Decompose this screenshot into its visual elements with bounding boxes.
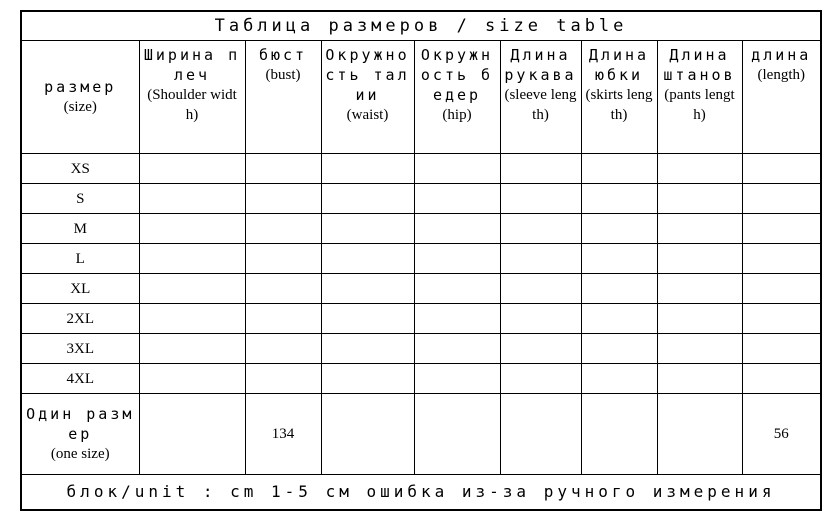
table-cell xyxy=(321,244,414,274)
column-header-en: (length) xyxy=(757,67,805,83)
table-cell xyxy=(414,274,500,304)
table-cell xyxy=(657,274,742,304)
size-label: S xyxy=(22,184,139,214)
table-cell xyxy=(245,334,321,364)
table-cell xyxy=(581,364,657,394)
size-label: M xyxy=(22,214,139,244)
table-cell xyxy=(581,334,657,364)
table-cell xyxy=(245,364,321,394)
column-header-en: (waist) xyxy=(346,107,389,123)
size-table xyxy=(20,10,822,511)
size-label: XL xyxy=(22,274,139,304)
column-header-ru: длина xyxy=(751,46,812,64)
table-cell xyxy=(742,244,820,274)
table-cell xyxy=(657,304,742,334)
size-label: 2XL xyxy=(22,304,139,334)
table-row xyxy=(22,364,820,394)
table-row xyxy=(22,154,820,184)
table-cell xyxy=(581,244,657,274)
column-header xyxy=(657,41,742,154)
one-size-value xyxy=(414,394,500,475)
table-cell xyxy=(657,214,742,244)
column-header-ru: Длина рукава xyxy=(504,46,577,84)
table-cell xyxy=(742,214,820,244)
table-cell xyxy=(657,334,742,364)
table-row xyxy=(22,274,820,304)
table-cell xyxy=(581,184,657,214)
size-label: 4XL xyxy=(22,364,139,394)
table-cell xyxy=(500,244,581,274)
table-cell xyxy=(245,244,321,274)
column-header-en: (sleeve length) xyxy=(504,87,577,123)
table-cell xyxy=(139,304,245,334)
one-size-label-en: (one size) xyxy=(50,446,110,462)
table-cell xyxy=(321,154,414,184)
table-cell xyxy=(742,274,820,304)
table-cell xyxy=(500,334,581,364)
table-cell xyxy=(500,214,581,244)
column-header-ru: Длина штанов xyxy=(663,46,736,84)
table-row xyxy=(22,334,820,364)
table-row xyxy=(22,304,820,334)
table-cell xyxy=(500,364,581,394)
table-cell xyxy=(500,154,581,184)
one-size-value xyxy=(500,394,581,475)
column-header xyxy=(22,41,139,154)
table-cell xyxy=(321,334,414,364)
table-cell xyxy=(657,244,742,274)
table-cell xyxy=(245,184,321,214)
table-cell xyxy=(414,244,500,274)
column-header-ru: Ширина плеч xyxy=(143,46,241,84)
table-cell xyxy=(742,154,820,184)
table-cell xyxy=(581,214,657,244)
column-header xyxy=(500,41,581,154)
column-header xyxy=(321,41,414,154)
one-size-label xyxy=(22,394,139,475)
one-size-value xyxy=(139,394,245,475)
table-cell xyxy=(742,364,820,394)
table-footer-note: блок/unit : cm 1-5 см ошибка из-за ручного измерения xyxy=(22,475,820,510)
table-cell xyxy=(139,154,245,184)
column-header-en: (hip) xyxy=(442,107,472,123)
table-cell xyxy=(500,274,581,304)
table-cell xyxy=(321,214,414,244)
table-cell xyxy=(742,184,820,214)
table-row-one-size xyxy=(22,394,820,475)
table-cell xyxy=(500,184,581,214)
table-cell xyxy=(139,334,245,364)
table-cell xyxy=(139,244,245,274)
one-size-value: 134 xyxy=(245,394,321,475)
column-header xyxy=(742,41,820,154)
table-cell xyxy=(414,334,500,364)
table-cell xyxy=(245,154,321,184)
column-header xyxy=(139,41,245,154)
table-cell xyxy=(414,364,500,394)
table-cell xyxy=(500,304,581,334)
table-cell xyxy=(245,274,321,304)
table-cell xyxy=(657,154,742,184)
table-cell xyxy=(139,214,245,244)
table-cell xyxy=(139,274,245,304)
table-cell xyxy=(321,304,414,334)
table-title: Таблица размеров / size table xyxy=(22,12,820,41)
column-header-ru: Окружность талии xyxy=(325,46,410,104)
column-header-ru: Окружность бедер xyxy=(420,46,494,104)
column-header xyxy=(581,41,657,154)
table-cell xyxy=(581,304,657,334)
table-cell xyxy=(414,214,500,244)
one-size-value: 56 xyxy=(742,394,820,475)
one-size-label-ru: Один размер xyxy=(26,405,135,443)
size-label: 3XL xyxy=(22,334,139,364)
column-header-en: (pants length) xyxy=(664,87,735,123)
size-label: XS xyxy=(22,154,139,184)
column-header-ru: бюст xyxy=(258,46,308,64)
table-cell xyxy=(657,184,742,214)
column-header-en: (skirts length) xyxy=(585,87,653,123)
column-header-en: (bust) xyxy=(265,67,301,83)
table-cell xyxy=(139,184,245,214)
column-header-ru: размер xyxy=(44,78,117,96)
table-cell xyxy=(245,304,321,334)
table-cell xyxy=(321,274,414,304)
table-cell xyxy=(657,364,742,394)
table-row xyxy=(22,214,820,244)
one-size-value xyxy=(581,394,657,475)
table-cell xyxy=(581,274,657,304)
table-cell xyxy=(742,304,820,334)
table-cell xyxy=(321,184,414,214)
one-size-value xyxy=(321,394,414,475)
column-header xyxy=(245,41,321,154)
table-cell xyxy=(321,364,414,394)
one-size-value xyxy=(657,394,742,475)
table-cell xyxy=(581,154,657,184)
table-cell xyxy=(245,214,321,244)
table-row xyxy=(22,184,820,214)
size-label: L xyxy=(22,244,139,274)
table-cell xyxy=(742,334,820,364)
table-cell xyxy=(139,364,245,394)
column-header xyxy=(414,41,500,154)
table-cell xyxy=(414,154,500,184)
column-header-en: (Shoulder width) xyxy=(147,87,237,123)
column-header-en: (size) xyxy=(63,99,97,115)
table-cell xyxy=(414,304,500,334)
size-table-grid xyxy=(22,12,820,509)
table-row xyxy=(22,244,820,274)
table-cell xyxy=(414,184,500,214)
column-header-ru: Длина юбки xyxy=(588,46,650,84)
